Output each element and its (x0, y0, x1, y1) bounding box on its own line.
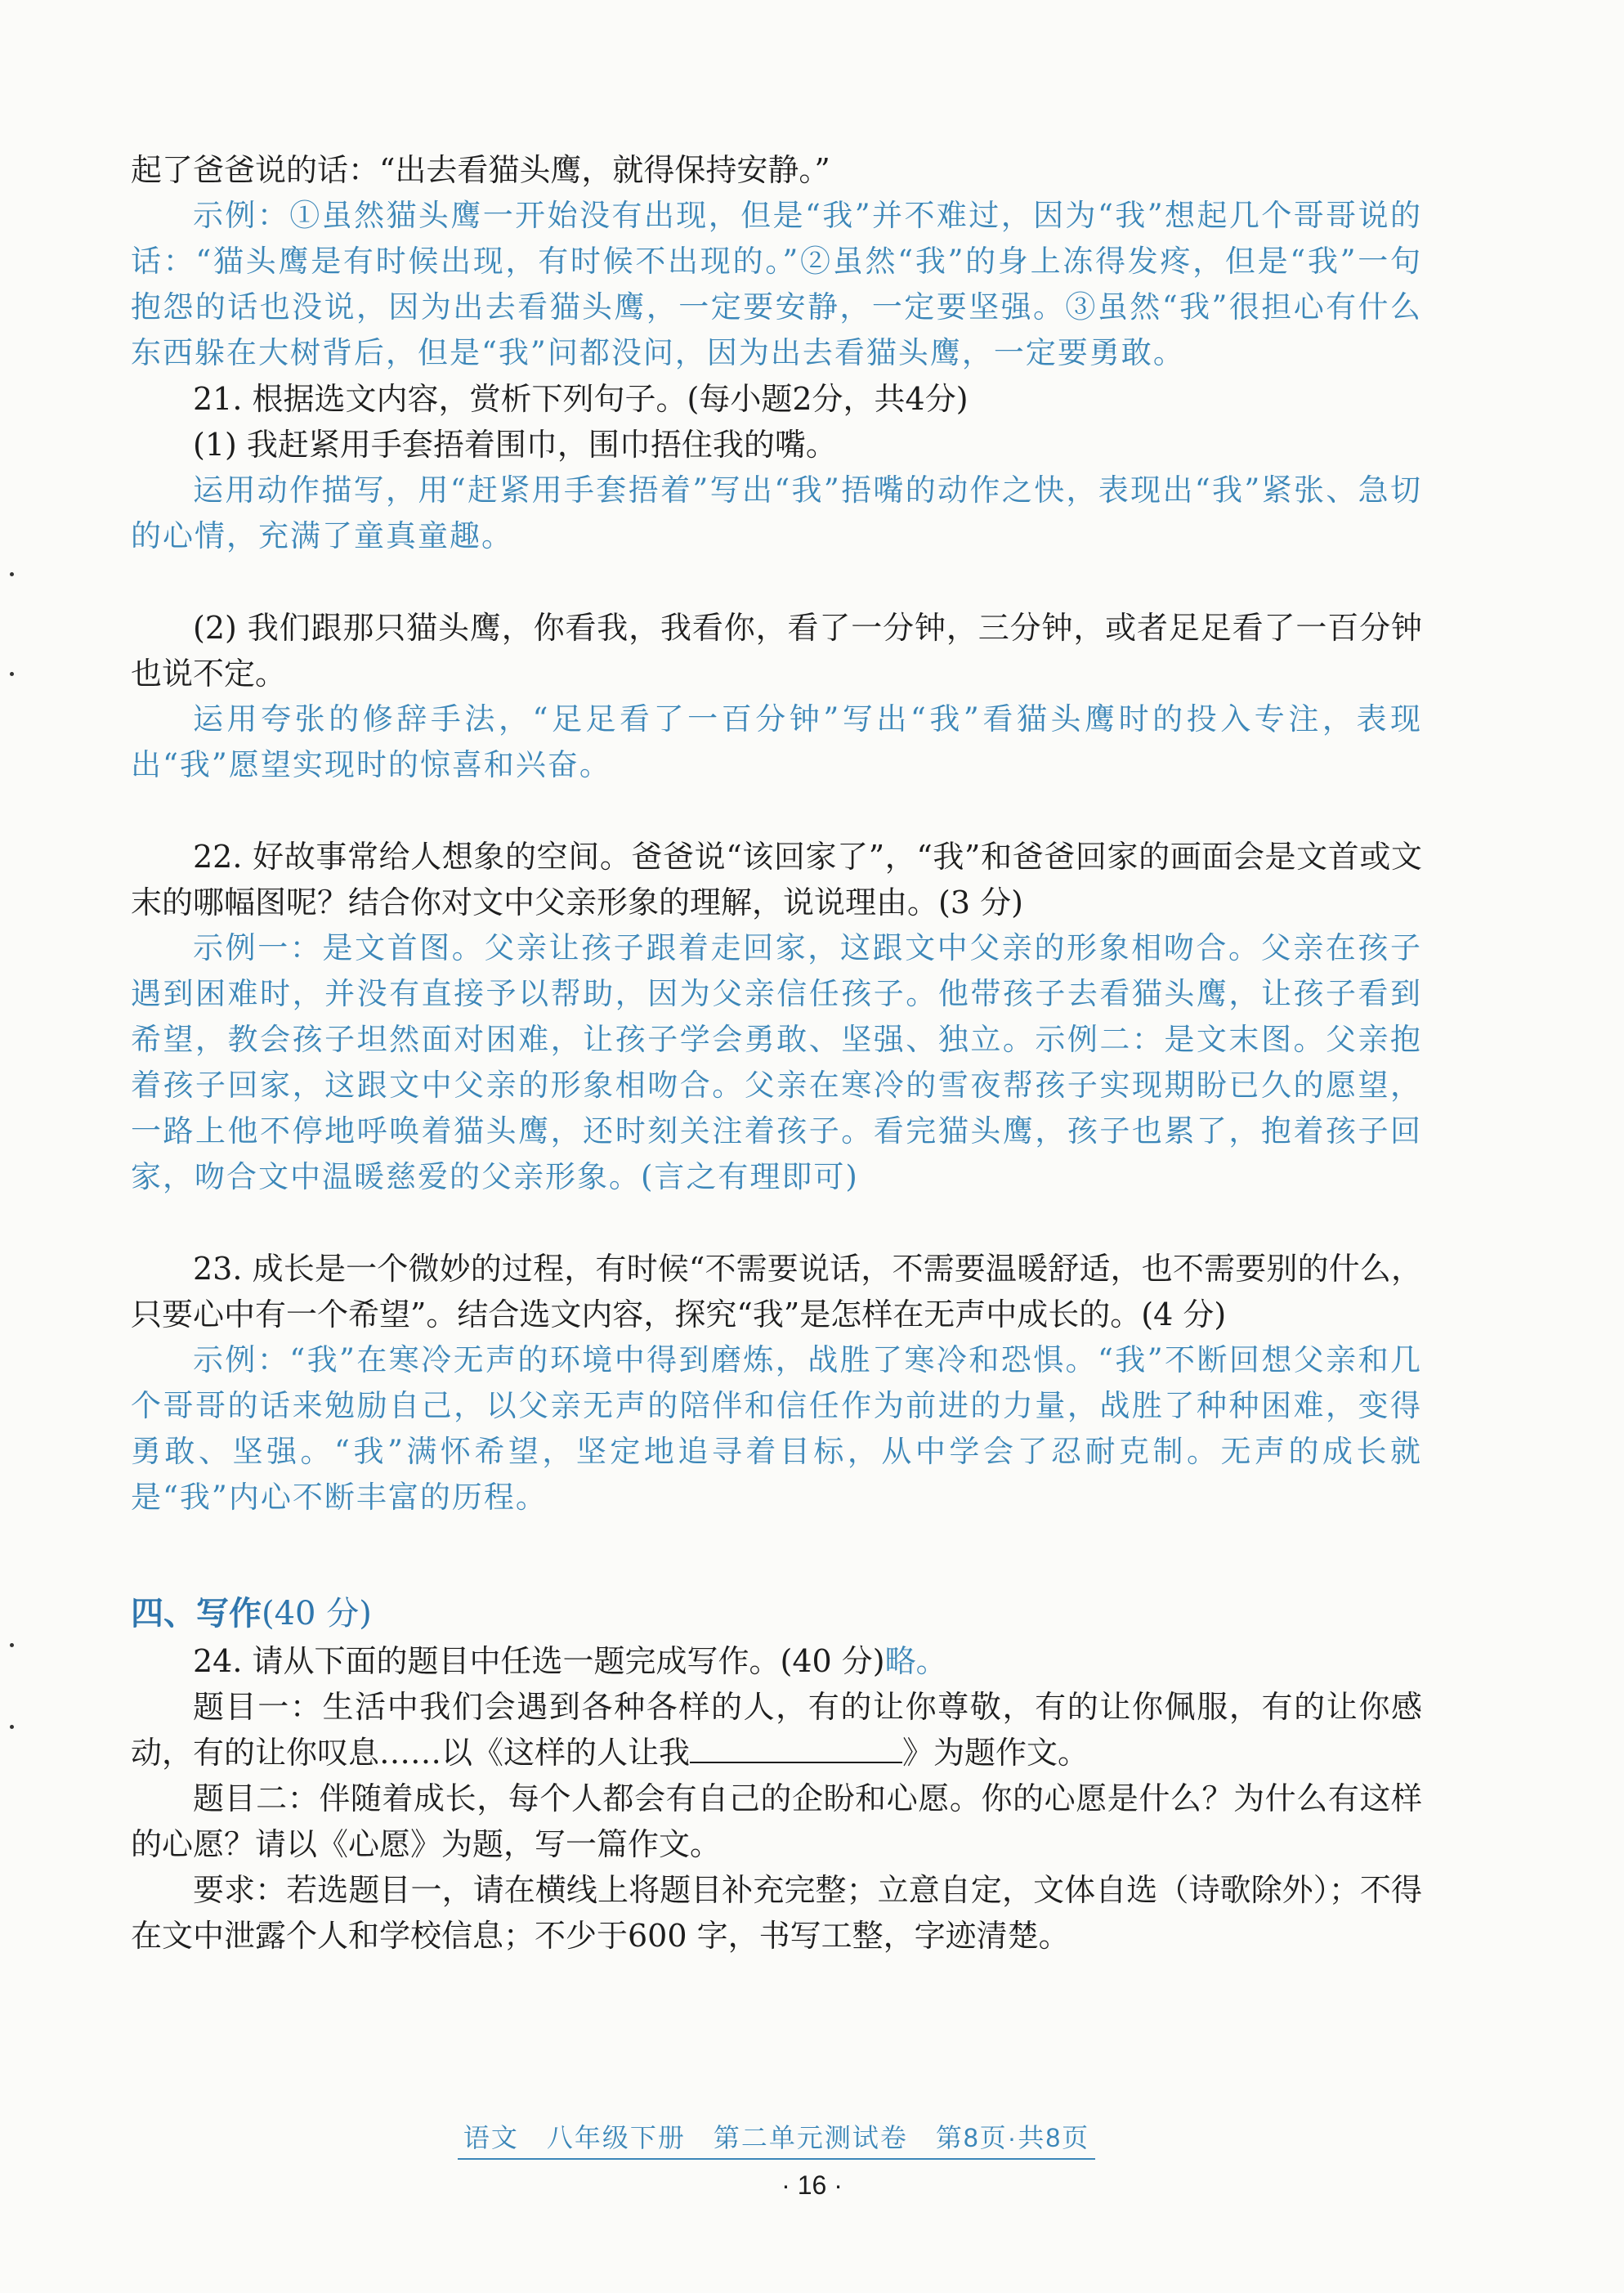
question-22: 22. 好故事常给人想象的空间。爸爸说“该回家了”，“我”和爸爸回家的画面会是文首或文末的哪幅图呢？结合你对文中父亲形象的理解，说说理由。(3 分) (131, 839, 1422, 920)
answer-23: 示例：“我”在寒冷无声的环境中得到磨炼，战胜了寒冷和恐惧。“我”不断回想父亲和几个哥哥的话来勉励自己，以父亲无声的陪伴和信任作为前进的力量，战胜了种种困难，变得勇敢、坚强。“我”满怀希望，坚定地追寻着目标，从中学会了忍耐克制。无声的成长就是“我”内心不断丰富的历程。 (131, 1342, 1422, 1515)
topic-1 (131, 1684, 1422, 1776)
page-body (131, 147, 1422, 1959)
page-number: · 16 · (781, 2170, 843, 2200)
requirements: 要求：若选题目一，请在横线上将题目补充完整；立意自定，文体自选（诗歌除外）；不得在文中泄露个人和学校信息；不少于600 字，书写工整，字迹清楚。 (131, 1872, 1422, 1954)
section-heading (131, 1589, 1422, 1638)
question-21-2: (2) 我们跟那只猫头鹰，你看我，我看你，看了一分钟，三分钟，或者足足看了一百分钟也说不定。 (131, 610, 1422, 692)
margin-mark (10, 572, 14, 576)
margin-mark (10, 1643, 14, 1647)
answer-24: 略。 (884, 1643, 947, 1679)
topic-1-text: 题目一：生活中我们会遇到各种各样的人，有的让你尊敬，有的让你佩服，有的让你感动，有的让你叹息……以《这样的人让我 (131, 1689, 1422, 1771)
answer-21-2: 运用夸张的修辞手法，“足足看了一百分钟”写出“我”看猫头鹰时的投入专注，表现出“我”愿望实现时的惊喜和兴奋。 (131, 701, 1422, 782)
question-21: 21. 根据选文内容，赏析下列句子。(每小题2分，共4分) (193, 381, 969, 417)
answer-22: 示例一：是文首图。父亲让孩子跟着走回家，这跟文中父亲的形象相吻合。父亲在孩子遇到困难时，并没有直接予以帮助，因为父亲信任孩子。他带孩子去看猫头鹰，让孩子看到希望，教会孩子坦然面对困难，让孩子学会勇敢、坚强、独立。示例二：是文末图。父亲抱着孩子回家，这跟文中父亲的形象相吻合。父亲在寒冷的雪夜帮孩子实现期盼已久的愿望，一路上他不停地呼唤着猫头鹰，还时刻关注着孩子。看完猫头鹰，孩子也累了，抱着孩子回家，吻合文中温暖慈爱的父亲形象。(言之有理即可) (131, 930, 1422, 1194)
question-23: 23. 成长是一个微妙的过程，有时候“不需要说话，不需要温暖舒适，也不需要别的什么，只要心中有一个希望”。结合选文内容，探究“我”是怎样在无声中成长的。(4 分) (131, 1251, 1422, 1332)
answer-21-1: 运用动作描写，用“赶紧用手套捂着”写出“我”捂嘴的动作之快，表现出“我”紧张、急切的心情，充满了童真童趣。 (131, 472, 1422, 553)
topic-2: 题目二：伴随着成长，每个人都会有自己的企盼和心愿。你的心愿是什么？为什么有这样的心愿？请以《心愿》为题，写一篇作文。 (131, 1780, 1422, 1862)
title-blank-line (690, 1734, 902, 1763)
footer-text: 语文 八年级下册 第二单元测试卷 第8页·共8页 (458, 2117, 1095, 2160)
question-24-text: 24. 请从下面的题目中任选一题完成写作。(40 分) (193, 1643, 885, 1679)
margin-mark (10, 1725, 14, 1729)
section-title: 四、写作 (131, 1594, 262, 1632)
section-score: (40 分) (262, 1595, 372, 1632)
answer-20: 示例：①虽然猫头鹰一开始没有出现，但是“我”并不难过，因为“我”想起几个哥哥说的话：“猫头鹰是有时候出现，有时候不出现的。”②虽然“我”的身上冻得发疼，但是“我”一句抱怨的话也没说，因为出去看猫头鹰，一定要安静，一定要坚强。③虽然“我”很担心有什么东西躲在大树背后，但是“我”问都没问，因为出去看猫头鹰，一定要勇敢。 (131, 198, 1422, 370)
text-line: 起了爸爸说的话：“出去看猫头鹰，就得保持安静。” (131, 152, 830, 188)
running-footer (458, 2117, 1095, 2160)
question-24 (131, 1638, 1422, 1684)
question-21-1: (1) 我赶紧用手套捂着围巾，围巾捂住我的嘴。 (193, 427, 837, 463)
topic-1-tail: 》为题作文。 (902, 1735, 1089, 1771)
margin-mark (10, 672, 14, 676)
